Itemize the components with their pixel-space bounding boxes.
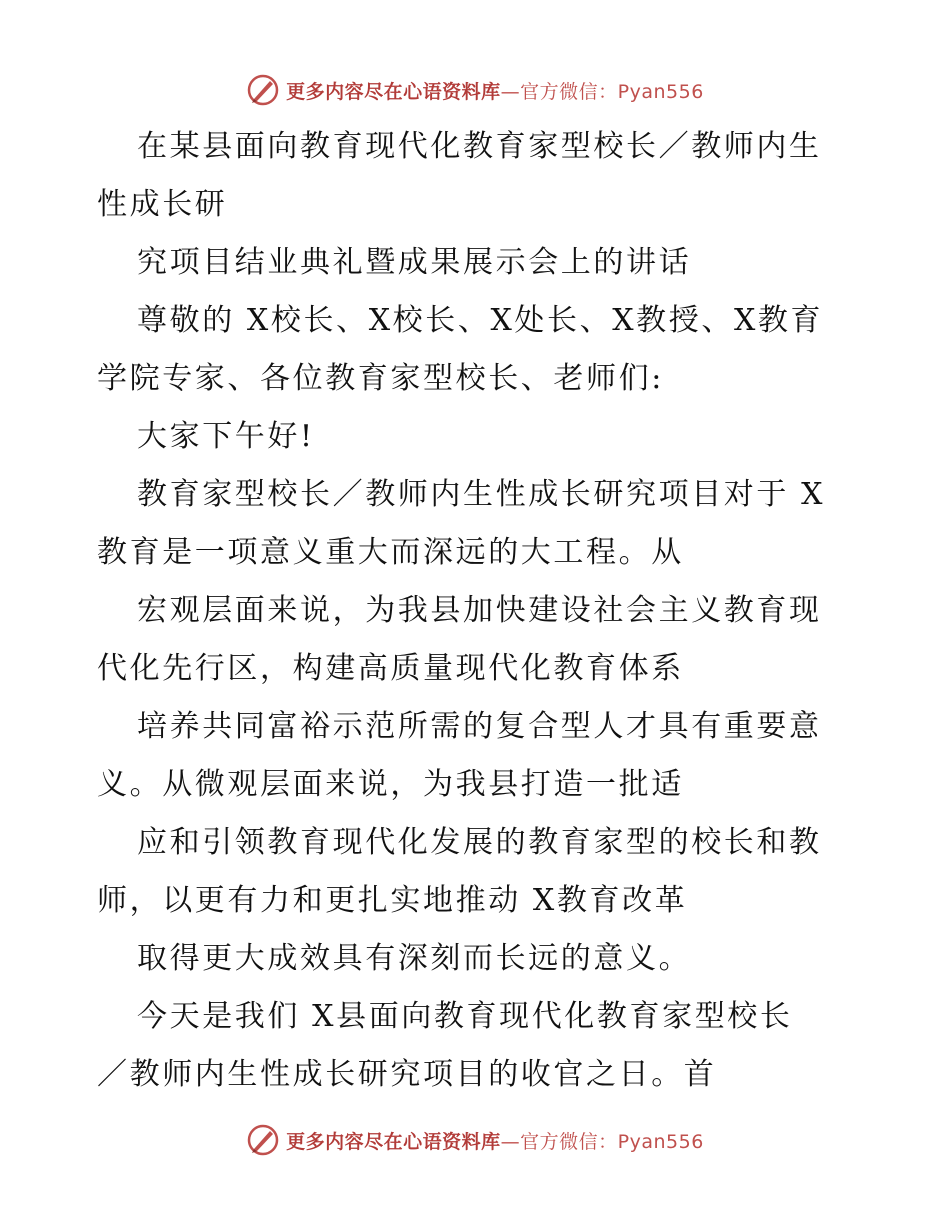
watermark-contact: —官方微信：Pyan556: [500, 80, 704, 103]
title-line-1: 在某县面向教育现代化教育家型校长／教师内生: [137, 129, 822, 164]
header-watermark: [0, 70, 950, 110]
paragraph-line: 教育是一项意义重大而深远的大工程。从: [97, 535, 684, 570]
salutation-line-2: 学院专家、各位教育家型校长、老师们:: [97, 361, 664, 396]
quill-pen-logo-icon: [246, 1123, 280, 1157]
paragraph-line: 代化先行区，构建高质量现代化教育体系: [97, 651, 684, 686]
paragraph-line: 宏观层面来说，为我县加快建设社会主义教育现: [137, 593, 822, 628]
watermark-text: [286, 77, 704, 104]
paragraph-line: ／教师内生性成长研究项目的收官之日。首: [97, 1057, 717, 1092]
footer-watermark: [0, 1120, 950, 1160]
title-line-2: 性成长研: [97, 187, 228, 222]
watermark-contact: —官方微信：Pyan556: [500, 1130, 704, 1153]
quill-pen-logo-icon: [246, 73, 280, 107]
watermark-brand: 更多内容尽在心语资料库: [286, 1130, 501, 1153]
document-body: [97, 118, 857, 1104]
paragraph-line: 培养共同富裕示范所需的复合型人才具有重要意: [137, 709, 822, 744]
paragraph-line: 师，以更有力和更扎实地推动 X教育改革: [97, 883, 688, 918]
watermark-text: [286, 1127, 704, 1154]
greeting-line: 大家下午好!: [137, 419, 315, 454]
watermark-brand: 更多内容尽在心语资料库: [286, 80, 501, 103]
title-line-3: 究项目结业典礼暨成果展示会上的讲话: [137, 245, 692, 280]
paragraph-line: 义。从微观层面来说，为我县打造一批适: [97, 767, 684, 802]
paragraph-line: 应和引领教育现代化发展的教育家型的校长和教: [137, 825, 822, 860]
paragraph-line: 今天是我们 X县面向教育现代化教育家型校长: [137, 999, 793, 1034]
salutation-line-1: 尊敬的 X校长、X校长、X处长、X教授、X教育: [137, 303, 824, 338]
paragraph-line: 取得更大成效具有深刻而长远的意义。: [137, 941, 692, 976]
paragraph-line: 教育家型校长／教师内生性成长研究项目对于 X: [137, 477, 826, 512]
